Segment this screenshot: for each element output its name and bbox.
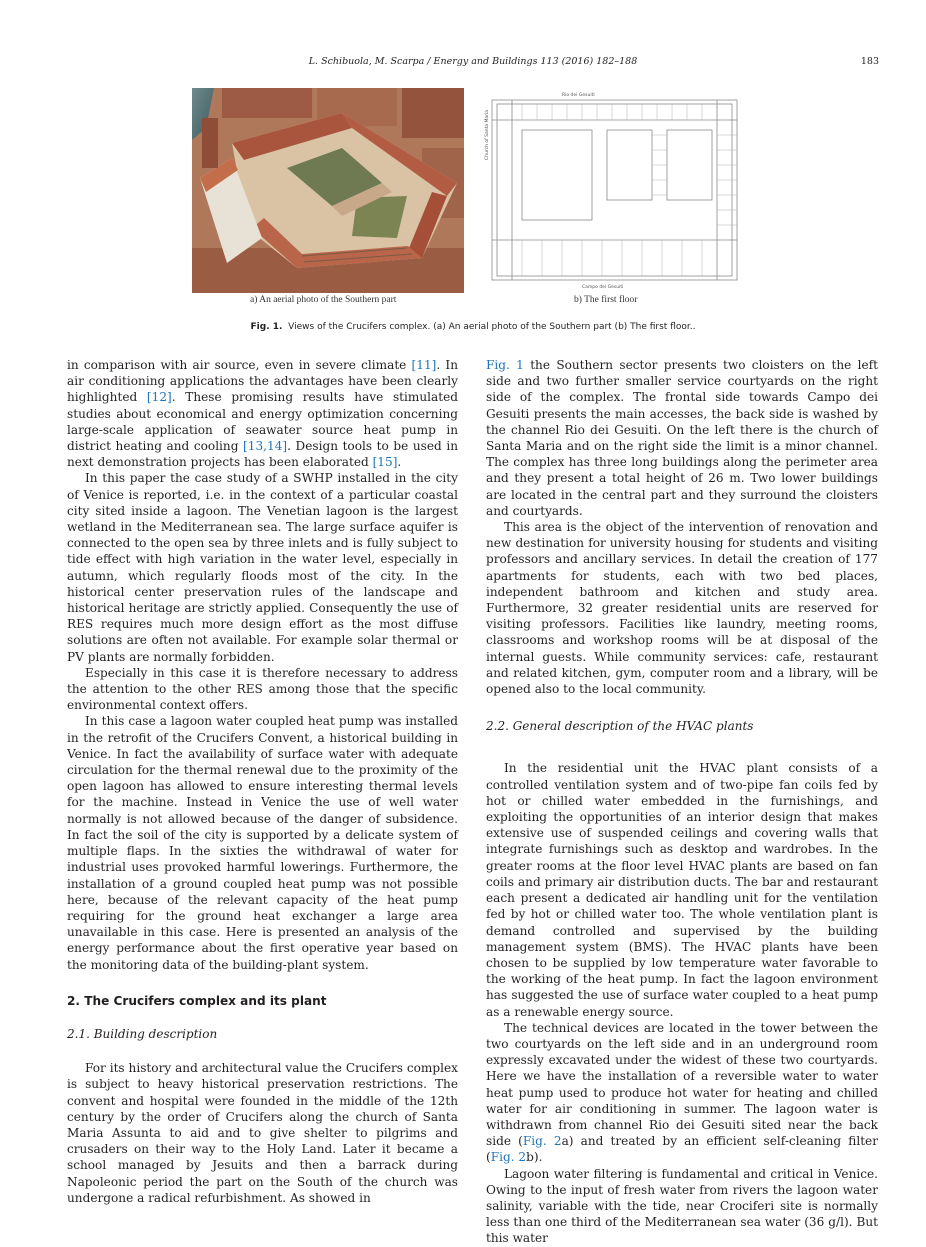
figure-link[interactable]: Fig. 1 <box>486 358 524 372</box>
floor-plan <box>482 90 742 290</box>
running-header <box>67 56 879 70</box>
right-column <box>486 357 878 1247</box>
citation-link[interactable]: [13,14] <box>243 439 288 454</box>
section-heading: 2. The Crucifers complex and its plant <box>67 993 327 1008</box>
citation-link[interactable]: [12] <box>146 390 172 405</box>
subsection-heading: 2.1. Building description <box>67 1026 218 1041</box>
page-number: 183 <box>860 56 879 67</box>
paragraph: Lagoon water filtering is fundamental and critical in Venice. Owing to the input of fresh water from rivers the lagoon water salinity, variable with the tide, near Crociferi site is normally less than one third of the Mediterranean sea water (36 g/l). But this water <box>486 1166 878 1246</box>
paragraph: In the residential unit the HVAC plant consists of a controlled ventilation system and of two-pipe fan coils fed by hot or chilled water embedded in the furnishings, and exploiting the opportunities of an interior design that makes extensive use of suspended ceilings and covering walls that integrate furnishings such as desktop and wardrobes. In the greater rooms at the floor level HVAC plants are based on fan coils and primary air distribution ducts. The bar and restaurant each present a dedicated air handling unit for the ventilation fed by hot or chilled water too. The whole ventilation plant is demand controlled and supervised by the building management system (BMS). The HVAC plants have been chosen to be supplied by low temperature water favorable to the working of the heat pump. In fact the lagoon environment has suggested the use of surface water coupled to a heat pump as a renewable energy source. <box>486 761 878 1019</box>
paragraph: Fig. 1 the Southern sector presents two cloisters on the left side and two further smaller service courtyards on the right side of the complex. The frontal side towards Campo dei Gesuiti presents the main accesses, the back side is washed by the channel Rio dei Gesuiti. On the left there is the church of Santa Maria and on the right side the limit is a minor channel. The complex has three long buildings along the perimeter area and they present a total height of 26 m. Two lower buildings are located in the central part and they surround the cloisters and courtyards. <box>486 358 879 518</box>
paragraph: This area is the object of the intervention of renovation and new destination for university housing for students and visiting professors and ancillary services. In detail the creation of 177 apartments for students, each with two bed places, independent bathroom and kitchen and study area. Furthermore, 32 greater residential units are reserved for visiting professors. Facilities like laundry, meeting rooms, classrooms and workshop rooms will be at disposal of the internal guests. While community services: cafe, restaurant and related kitchen, gym, computer room and a library, will be opened also to the local community. <box>486 520 878 697</box>
subfigure-caption-b: b) The first floor <box>574 295 638 305</box>
paragraph: Especially in this case it is therefore necessary to address the attention to the other RES among those that the specific environmental context offers. <box>67 665 458 713</box>
subsection-heading: 2.2. General description of the HVAC plants <box>486 719 754 734</box>
paragraph: in comparison with air source, even in severe climate [11]. In air conditioning applications the advantages have been clearly highlighted [12]. These promising results have stimulated studies about economical and energy optimization concerning large-scale application of seawater source heat pump in district heating and cooling [13,14]. Design tools to be used in next demonstration projects has been elaborated [15]. <box>67 358 458 470</box>
running-title: L. Schibuola, M. Scarpa / Energy and Buildings 113 (2016) 182–188 <box>308 56 638 67</box>
plan-label-west: Church of Santa Maria <box>485 109 490 160</box>
figure-caption-text: Views of the Crucifers complex. (a) An aerial photo of the Southern part (b) The first floor.. <box>288 322 696 332</box>
aerial-photo <box>192 88 464 293</box>
plan-label-north: Rio dei Gesuiti <box>562 93 595 98</box>
figure-link[interactable]: Fig. 2 <box>522 1134 562 1149</box>
figure-label: Fig. 1. <box>250 322 283 332</box>
left-column <box>67 357 458 1206</box>
citation-link[interactable]: [15] <box>372 455 398 470</box>
paragraph: In this case a lagoon water coupled heat pump was installed in the retrofit of the Crucifers Convent, a historical building in Venice. In fact the availability of surface water with adequate circulation for the thermal renewal due to the proximity of the open lagoon has allowed to ensure interesting thermal levels for the machine. Instead in Venice the use of well water normally is not allowed because of the danger of subsidence. In fact the soil of the city is supported by a delicate system of multiple flaps. In the sixties the withdrawal of water for industrial uses provoked harmful lowerings. Furthermore, the installation of a ground coupled heat pump was not possible here, because of the relevant capacity of the heat pump requiring for the ground heat exchanger a large area unavailable in this case. Here is presented an analysis of the energy performance about the first operative year based on the monitoring data of the building-plant system. <box>67 714 458 972</box>
paragraph: In this paper the case study of a SWHP installed in the city of Venice is reported, i.e. in the context of a particular coastal city sited inside a lagoon. The Venetian lagoon is the largest wetland in the Mediterranean sea. The large surface aquifer is connected to the open sea by three inlets and is fully subject to tide effect with high variation in the water level, especially in autumn, which regularly floods most of the city. In the historical center preservation rules of the landscape and historical heritage are strictly applied. Consequently the use of RES requires much more design effort as the most diffuse solutions are often not available. For example solar thermal or PV plants are normally forbidden. <box>67 471 458 664</box>
figure-1 <box>192 88 742 310</box>
paragraph: For its history and architectural value the Crucifers complex is subject to heavy historical preservation restrictions. The convent and hospital were founded in the middle of the 12th century by the order of Crucifers along the church of Santa Maria Assunta to aid and to give shelter to pilgrims and crusaders on their way to the Holy Land. Later it became a school managed by Jesuits and then a barrack during Napoleonic period the part on the South of the church was undergone a radical refurbishment. As showed in <box>67 1061 458 1205</box>
citation-link[interactable]: [11] <box>411 358 437 372</box>
figure-caption <box>67 322 879 332</box>
figure-link[interactable]: Fig. 2 <box>490 1150 527 1165</box>
paragraph: The technical devices are located in the tower between the two courtyards on the left side and in an underground room expressly excavated under the widest of these two courtyards. Here we have the installation of a reversible water to water heat pump used to produce hot water for heating and chilled water for air conditioning in summer. The lagoon water is withdrawn from channel Rio dei Gesuiti sited near the back side (Fig. 2a) and treated by an efficient self-cleaning filter (Fig. 2b). <box>486 1020 878 1165</box>
subfigure-caption-a: a) An aerial photo of the Southern part <box>250 295 397 305</box>
plan-label-south: Campo dei Gesuiti <box>582 285 624 290</box>
